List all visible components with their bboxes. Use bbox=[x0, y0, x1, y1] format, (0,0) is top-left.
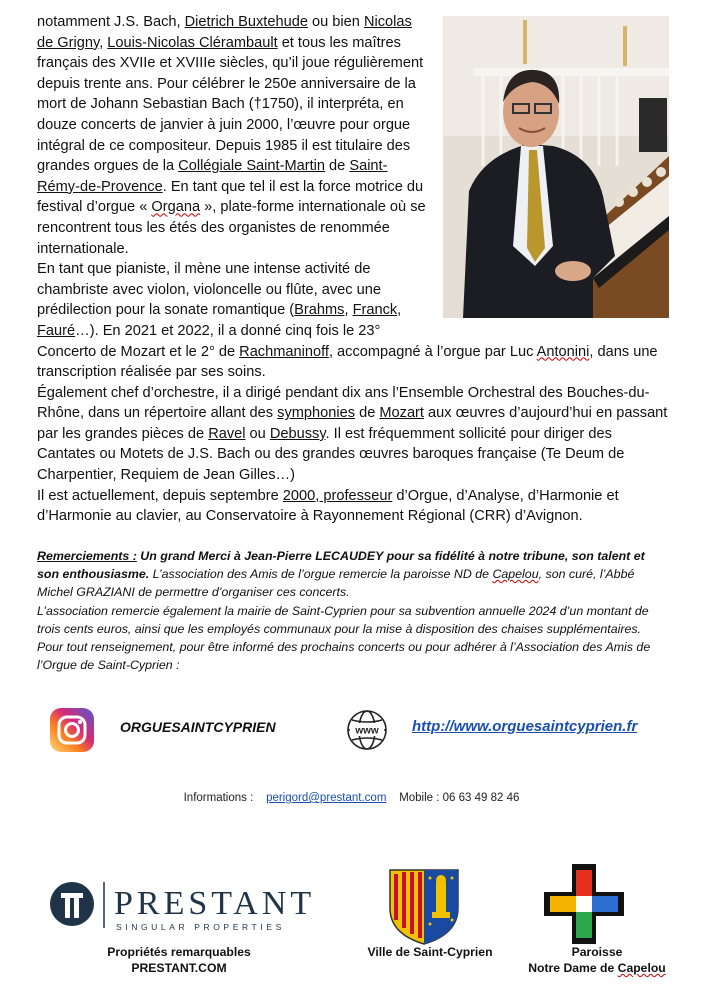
prestant-logo-sub: SINGULAR PROPERTIES bbox=[116, 922, 285, 932]
prestant-logo-text: PRESTANT bbox=[114, 885, 316, 922]
link-rachmaninoff[interactable]: Rachmaninoff bbox=[239, 343, 329, 360]
social-row bbox=[48, 706, 668, 754]
link-symphonies[interactable]: symphonies bbox=[277, 405, 356, 422]
link-saint-remy[interactable]: Saint-Rémy-de-Provence bbox=[37, 158, 388, 195]
link-mozart[interactable]: Mozart bbox=[379, 405, 424, 422]
paroisse-caption: Paroisse Notre Dame de Capelou bbox=[528, 945, 666, 975]
link-collegiale[interactable]: Collégiale Saint-Martin bbox=[178, 158, 325, 175]
link-debussy[interactable]: Debussy bbox=[269, 425, 326, 442]
thanks-paragraph-2: L’association remercie également la mairie de Saint-Cyprien pour sa subvention annuelle 2024 d’un montant de trois cents euros, ainsi que les employés communaux pour la mise à disposition des chaises supplémentaires. bbox=[37, 603, 649, 636]
bio-paragraph-1: notamment J.S. Bach, Dietrich Buxtehude ou bien Nicolas de Grigny, Louis-Nicolas Clérambault et tous les maîtres français des XVIIe et XVIIIe siècles, qu’il joue régulièrement depuis trente ans. Pour célébrer le 250e anniversaire de la mort de Johann Sebastian Bach (†1750), il interpréta, en douze concerts de janvier à juin 2000, l’œuvre pour orgue intégral de ce compositeur. Depuis 1985 il est titulaire des grandes orgues de la Collégiale Saint-Martin de Saint-Rémy-de-Provence. En tant que tel il est la force motrice du festival d’orgue « Organa », plate-forme internationale où se rencontrent tous les étés des organistes de renommée internationale. bbox=[37, 14, 426, 257]
link-professeur[interactable]: 2000, professeur bbox=[282, 487, 393, 504]
link-clerambault[interactable]: Louis-Nicolas Clérambault bbox=[107, 34, 278, 51]
word-organa: Organa bbox=[151, 199, 201, 216]
thanks-label: Remerciements : bbox=[37, 549, 137, 563]
website-link[interactable]: http://www.orguesaintcyprien.fr bbox=[412, 718, 638, 735]
ville-caption: Ville de Saint-Cyprien bbox=[367, 945, 493, 959]
bio-paragraph-3: Également chef d’orchestre, il a dirigé pendant dix ans l’Ensemble Orchestral des Bouches-du-Rhône, dans un répertoire allant des symphonies de Mozart aux œuvres d’aujourd’hui en passant par les grandes pièces de Ravel ou Debussy. Il est fréquemment sollicité pour diriger des Cantates ou Motets de J.S. Bach ou des grandes œuvres baroques française (Te Deum de Charpentier, Requiem de Jean Gilles…) bbox=[37, 384, 668, 484]
info-label: Informations : bbox=[183, 792, 254, 804]
paroisse-cross-logo[interactable] bbox=[542, 862, 626, 946]
organist-photo bbox=[443, 16, 669, 318]
email-link[interactable]: perigord@prestant.com bbox=[266, 792, 387, 804]
organist-photo-illustration bbox=[443, 16, 669, 318]
acknowledgements bbox=[37, 547, 665, 674]
saint-cyprien-shield[interactable] bbox=[388, 868, 460, 946]
mobile-number: Mobile : 06 63 49 82 46 bbox=[399, 792, 520, 804]
instagram-icon[interactable] bbox=[48, 706, 96, 754]
prestant-logo[interactable] bbox=[48, 876, 328, 934]
link-brahms[interactable]: Brahms bbox=[294, 302, 345, 319]
instagram-handle[interactable]: ORGUESAINTCYPRIEN bbox=[120, 719, 276, 735]
link-ravel[interactable]: Ravel bbox=[208, 425, 246, 442]
thanks-paragraph-3: Pour tout renseignement, pour être informé des prochains concerts ou pour adhérer à l’Association des Amis de l’Orgue de Saint-Cyprien : bbox=[37, 640, 651, 673]
prestant-caption: Propriétés remarquables PRESTANT.COM bbox=[107, 945, 251, 975]
word-capelou-footer: Capelou bbox=[617, 961, 666, 975]
bio-paragraph-4: Il est actuellement, depuis septembre 2000, professeur d’Orgue, d’Analyse, d’Harmonie et d’Harmonie au clavier, au Conservatoire à Rayonnement Régional (CRR) d’Avignon. bbox=[37, 487, 619, 525]
contact-info bbox=[0, 792, 703, 804]
footer-logos bbox=[0, 862, 703, 987]
bio-paragraph-2: En tant que pianiste, il mène une intense activité de chambriste avec violon, violoncelle ou flûte, avec une prédilection pour la sonate romantique (Brahms, Franck, Fauré…). En 2021 et 2022, il a donné cinq fois le 23° Concerto de Mozart et le 2° de Rachmaninoff, accompagné à l’orgue par Luc Antonini, dans une transcription réalisée par ses soins. bbox=[37, 261, 658, 381]
word-capelou: Capelou bbox=[492, 567, 539, 582]
link-buxtehude[interactable]: Dietrich Buxtehude bbox=[184, 14, 308, 30]
www-label: www bbox=[355, 725, 379, 737]
thanks-paragraph-1: Remerciements : Un grand Merci à Jean-Pierre LECAUDEY pour sa fidélité à notre tribune, son talent et son enthousiasme. L’association des Amis de l’orgue remercie la paroisse ND de Capelou, son curé, l’Abbé Michel GRAZIANI de permettre d’organiser ces concerts. bbox=[37, 549, 645, 600]
biography-text bbox=[37, 12, 669, 527]
link-franck[interactable]: Franck bbox=[352, 302, 398, 319]
thanks-bold-text: Un grand Merci à Jean-Pierre LECAUDEY pour sa fidélité à notre tribune, son talent et son enthousiasme. bbox=[37, 549, 645, 582]
globe-www-icon bbox=[344, 708, 390, 752]
link-grigny[interactable]: Nicolas de Grigny bbox=[37, 14, 412, 51]
word-antonini: Antonini bbox=[536, 343, 590, 360]
link-faure[interactable]: Fauré bbox=[37, 322, 76, 339]
